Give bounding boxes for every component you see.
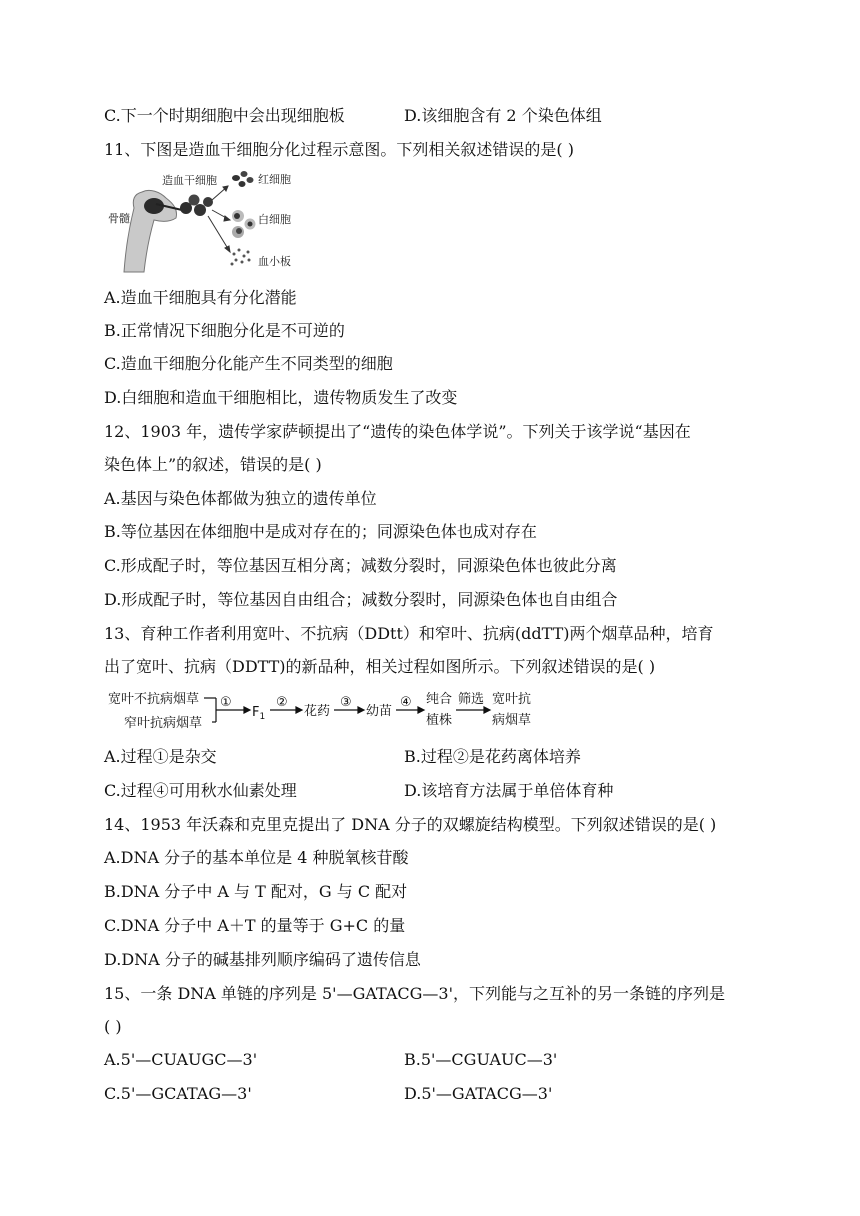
step1-marker: ① (220, 695, 232, 710)
q15-option-a: A.5'—CUAUGC—3' (104, 1050, 258, 1069)
q12-option-d: D.形成配子时，等位基因自由组合；减数分裂时，同源染色体也自由组合 (104, 590, 618, 609)
result-label-1: 宽叶抗 (492, 692, 532, 707)
anther-label: 花药 (304, 704, 331, 719)
step3-marker: ③ (340, 695, 352, 710)
pure-plant-label-2: 植株 (426, 713, 453, 728)
result-label-2: 病烟草 (492, 713, 532, 728)
step2-marker: ② (276, 695, 288, 710)
platelets (231, 249, 251, 266)
q14-stem: 14、1953 年沃森和克里克提出了 DNA 分子的双螺旋结构模型。下列叙述错误的是( ) (104, 815, 717, 834)
q12-stem-line1: 12、1903 年，遗传学家萨顿提出了“遗传的染色体学说”。下列关于该学说“基因在 (104, 422, 691, 441)
q14-option-c: C.DNA 分子中 A＋T 的量等于 G+C 的量 (104, 916, 406, 935)
q12-option-a: A.基因与染色体都做为独立的遗传单位 (104, 489, 377, 508)
q14-option-b: B.DNA 分子中 A 与 T 配对，G 与 C 配对 (104, 882, 408, 901)
q13-option-c: C.过程④可用秋水仙素处理 (104, 781, 297, 800)
step4-marker: ④ (400, 695, 412, 710)
q15-option-d: D.5'—GATACG—3' (404, 1084, 553, 1103)
q15-option-b: B.5'—CGUAUC—3' (404, 1050, 558, 1069)
bone-illustration (124, 190, 182, 272)
q12-option-c: C.形成配子时，等位基因互相分离；减数分裂时，同源染色体也彼此分离 (104, 556, 617, 575)
stem-cells (180, 195, 213, 217)
parent1-label: 宽叶不抗病烟草 (108, 692, 200, 707)
q13-breeding-flow-figure (104, 686, 532, 734)
q13-option-d: D.该培育方法属于单倍体育种 (404, 781, 614, 800)
differentiation-arrows (208, 186, 230, 252)
q15-stem-line1: 15、一条 DNA 单链的序列是 5'—GATACG—3'，下列能与之互补的另一条链的序列是 (104, 984, 725, 1003)
q11-option-d: D.白细胞和造血干细胞相比，遗传物质发生了改变 (104, 388, 458, 407)
q10-option-c: C.下一个时期细胞中会出现细胞板 (104, 106, 345, 125)
q11-option-b: B.正常情况下细胞分化是不可逆的 (104, 321, 345, 340)
q14-option-d: D.DNA 分子的碱基排列顺序编码了遗传信息 (104, 950, 421, 969)
q15-option-c: C.5'—GCATAG—3' (104, 1084, 252, 1103)
q13-option-a: A.过程①是杂交 (104, 747, 217, 766)
white-blood-cells (232, 210, 256, 238)
red-blood-cell-label: 红细胞 (258, 173, 291, 186)
bone-marrow-label: 骨髓 (108, 212, 130, 225)
q13-option-b: B.过程②是花药离体培养 (404, 747, 581, 766)
parent2-label: 窄叶抗病烟草 (124, 716, 203, 731)
f1-label: $F_1$ (252, 705, 266, 722)
arrow-5 (456, 707, 490, 713)
screen-label: 筛选 (458, 692, 485, 707)
stem-cell-label: 造血干细胞 (162, 174, 217, 187)
white-blood-cell-label: 白细胞 (258, 213, 291, 226)
q12-option-b: B.等位基因在体细胞中是成对存在的；同源染色体也成对存在 (104, 522, 537, 541)
q11-option-a: A.造血干细胞具有分化潜能 (104, 288, 297, 307)
q14-option-a: A.DNA 分子的基本单位是 4 种脱氧核苷酸 (104, 848, 409, 867)
seedling-label: 幼苗 (366, 704, 393, 719)
q11-stem: 11、下图是造血干细胞分化过程示意图。下列相关叙述错误的是( ) (104, 140, 574, 159)
pure-plant-label-1: 纯合 (426, 692, 453, 707)
q13-stem-line2: 出了宽叶、抗病（DDTT)的新品种，相关过程如图所示。下列叙述错误的是( ) (104, 657, 656, 676)
q13-stem-line1: 13、育种工作者利用宽叶、不抗病（DDtt）和窄叶、抗病(ddTT)两个烟草品种，培育 (104, 624, 714, 643)
q15-stem-line2: ( ) (104, 1017, 122, 1036)
platelet-label: 血小板 (258, 255, 291, 268)
q12-stem-line2: 染色体上”的叙述，错误的是( ) (104, 455, 322, 474)
red-blood-cells (232, 171, 254, 187)
q11-option-c: C.造血干细胞分化能产生不同类型的细胞 (104, 354, 393, 373)
q10-option-d: D.该细胞含有 2 个染色体组 (404, 106, 602, 125)
q11-hematopoiesis-figure (104, 164, 314, 280)
